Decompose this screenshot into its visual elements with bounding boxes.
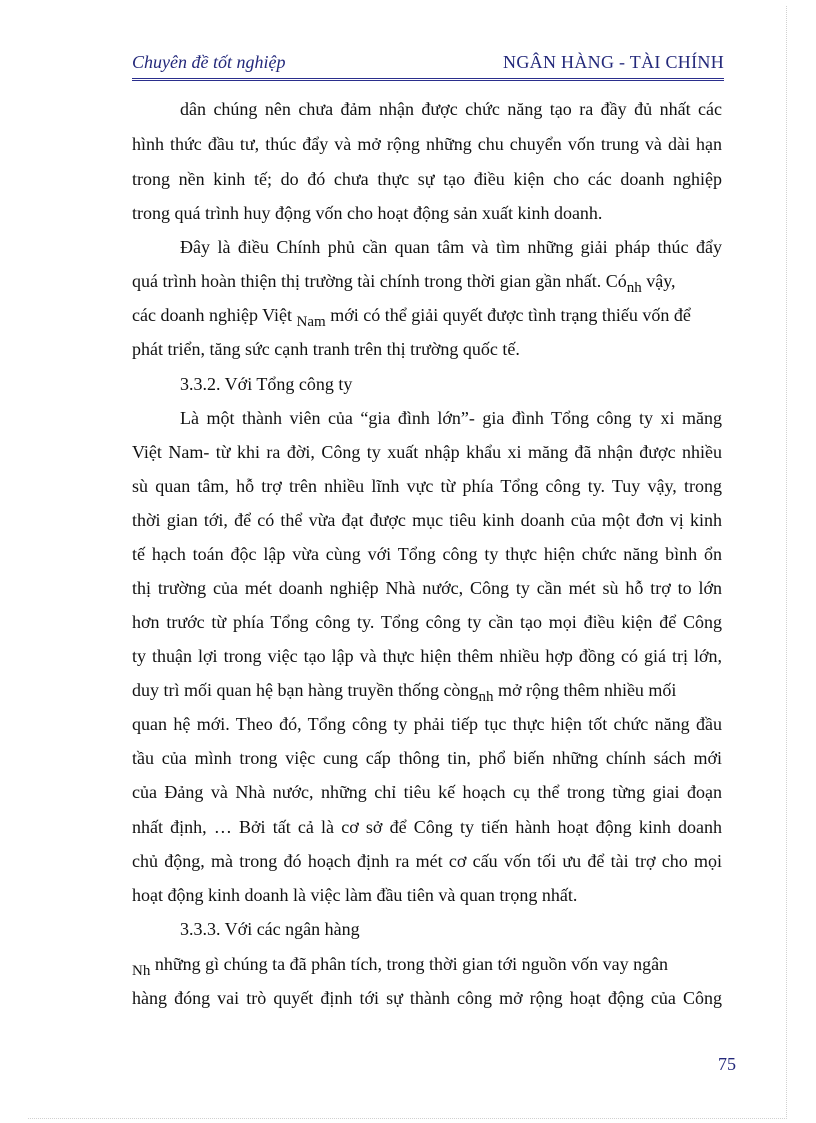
section-heading: 3.3.3. Với các ngân hàng (180, 919, 360, 939)
text-segment: vậy, (641, 271, 676, 291)
text-line: nhất định, … Bởi tất cả là cơ sở để Công ty tiến hành hoạt động kinh doanh (132, 817, 722, 837)
text-fragment: Nam (296, 314, 326, 330)
text-line: tầu của mình trong việc cung cấp thông tin, phổ biến những chính sách mới (132, 748, 722, 768)
text-line: hoạt động kinh doanh là việc làm đầu tiên và quan trọng nhất. (132, 885, 578, 905)
text-line (132, 264, 676, 298)
text-line: dân chúng nên chưa đảm nhận được chức năng tạo ra đầy đủ nhất các (180, 99, 722, 119)
text-line: Là một thành viên của “gia đình lớn”- gia đình Tổng công ty xi măng (180, 408, 722, 428)
text-line: sù quan tâm, hỗ trợ trên nhiều lĩnh vực từ phía Tổng công ty. Tuy vậy, trong (132, 476, 722, 496)
text-line (132, 947, 668, 981)
text-line: quan hệ mới. Theo đó, Tổng công ty phải tiếp tục thực hiện tốt chức năng đầu (132, 714, 722, 734)
header-thesis-title: Chuyên đề tốt nghiệp (132, 52, 286, 72)
text-line: thị trường của mét doanh nghiệp Nhà nước, Công ty cần mét sù hỗ trợ to lớn (132, 578, 722, 598)
text-fragment: nh (478, 689, 494, 705)
text-segment: mới có thể giải quyết được tình trạng thiếu vốn để (325, 305, 691, 325)
page-number: 75 (718, 1054, 736, 1074)
text-line: thời gian tới, để có thể vừa đạt được mục tiêu kinh doanh của một đơn vị kinh (132, 510, 722, 530)
text-segment: mở rộng thêm nhiều mối (493, 680, 677, 700)
text-line (132, 673, 676, 707)
text-segment: những gì chúng ta đã phân tích, trong thời gian tới nguồn vốn vay ngân (150, 954, 669, 974)
text-line (132, 298, 691, 332)
text-line: trong nền kinh tế; do đó chưa thực sự tạo điều kiện cho các doanh nghiệp (132, 169, 722, 189)
text-segment: duy trì mối quan hệ bạn hàng truyền thống còng (132, 680, 479, 700)
text-line: hình thức đầu tư, thúc đẩy và mở rộng những chu chuyển vốn trung và dài hạn (132, 134, 722, 154)
text-line: phát triển, tăng sức cạnh tranh trên thị trường quốc tế. (132, 339, 520, 359)
text-line: tế hạch toán độc lập vừa cùng với Tổng công ty thực hiện chức năng bình ổn (132, 544, 722, 564)
text-fragment: Nh (132, 963, 151, 979)
text-line: Đây là điều Chính phủ cần quan tâm và tìm những giải pháp thúc đẩy (180, 237, 722, 257)
text-segment: quá trình hoàn thiện thị trường tài chính trong thời gian gần nhất. Có (132, 271, 627, 291)
text-line: Việt Nam- từ khi ra đời, Công ty xuất nhập khẩu xi măng đã nhận được nhiều (132, 442, 722, 462)
text-fragment: nh (626, 280, 642, 296)
page-header (132, 50, 724, 81)
text-line: của Đảng và Nhà nước, những chỉ tiêu kế hoạch cụ thể trong từng giai đoạn (132, 782, 722, 802)
section-heading: 3.3.2. Với Tổng công ty (180, 374, 353, 394)
header-department: NGÂN HÀNG - TÀI CHÍNH (503, 52, 724, 72)
text-line: trong quá trình huy động vốn cho hoạt động sản xuất kinh doanh. (132, 203, 603, 223)
text-line: hàng đóng vai trò quyết định tới sự thành công mở rộng hoạt động của Công (132, 988, 722, 1008)
text-line: ty thuận lợi trong việc tạo lập và thực hiện thêm nhiều hợp đồng có giá trị lớn, (132, 646, 722, 666)
text-line: hơn trước từ phía Tổng công ty. Tổng công ty cần tạo mọi điều kiện để Công (132, 612, 722, 632)
text-segment: các doanh nghiệp Việt (132, 305, 293, 325)
text-line: chủ động, mà trong đó hoạch định ra mét cơ cấu vốn tối ưu để tài trợ cho mọi (132, 851, 722, 871)
